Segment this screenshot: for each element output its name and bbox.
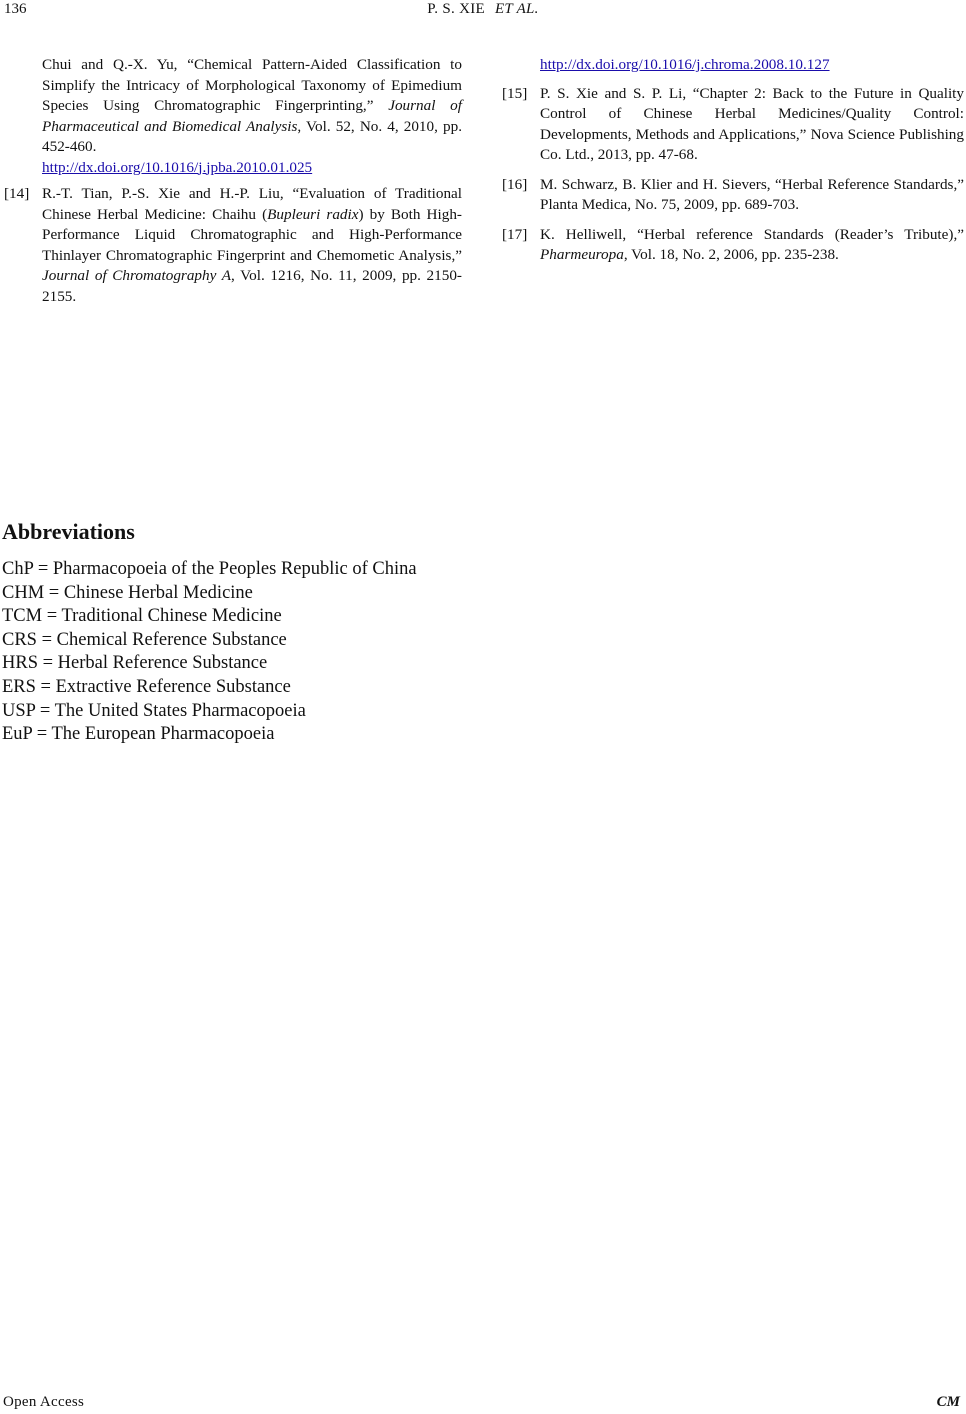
ref14-species: Bupleuri radix	[267, 205, 359, 223]
abbreviation-item: TCM = Traditional Chinese Medicine	[2, 606, 282, 627]
ref13-details: , Vol. 52, No. 4, 2010, pp. 452-460.	[42, 117, 462, 155]
ref13-text: Chui and Q.-X. Yu, “Chemical Pattern-Aided Classification to Simplify the Intricacy of Morphological Taxonomy of Epimedium Species Using Chromatographic Fingerprinting,”	[42, 56, 462, 114]
abbreviation-item: CRS = Chemical Reference Substance	[2, 629, 287, 650]
reference-13-continuation	[4, 55, 462, 178]
abbreviation-item: CHM = Chinese Herbal Medicine	[2, 582, 253, 603]
ref14-body	[42, 184, 462, 307]
ref14-doi-link[interactable]: http://dx.doi.org/10.1016/j.chroma.2008.10.127	[540, 56, 830, 73]
reference-14	[4, 184, 462, 307]
ref14-number: [14]	[4, 185, 30, 202]
ref13-journal: Journal of Pharmaceutical and Biomedical Analysis	[42, 97, 462, 135]
left-column-references	[4, 55, 462, 313]
abbreviation-item: HRS = Herbal Reference Substance	[2, 653, 268, 674]
header-authors: P. S. XIE	[427, 1, 485, 17]
running-header	[0, 1, 966, 18]
footer-journal-abbrev: CM	[936, 1394, 960, 1410]
ref17-journal: Pharmeuropa	[540, 246, 624, 263]
right-column-references	[502, 55, 964, 272]
page-number: 136	[4, 1, 27, 17]
ref13-doi-link[interactable]: http://dx.doi.org/10.1016/j.jpba.2010.01.025	[42, 158, 313, 176]
ref14-text: R.-T. Tian, P.-S. Xie and H.-P. Liu, “Evaluation of Traditional Chinese Herbal Medicine: Chaihu (	[42, 185, 462, 223]
ref17-text: K. Helliwell, “Herbal reference Standards (Reader’s Tribute),”	[540, 225, 964, 243]
ref15-body: P. S. Xie and S. P. Li, “Chapter 2: Back to the Future in Quality Control of Chinese Herbal Medicines/Quality Control: Developments, Methods and Applications,” Nova Science Publishing Co. Ltd., 2013, pp. 47-68.	[540, 84, 964, 163]
ref17-body	[540, 225, 964, 266]
ref14-details: , Vol. 1216, No. 11, 2009, pp. 2150-2155.	[42, 267, 462, 305]
reference-15	[502, 84, 964, 166]
abbreviations-heading: Abbreviations	[2, 519, 135, 544]
ref16-number: [16]	[502, 175, 528, 193]
abbreviations-list	[2, 558, 417, 747]
abbreviation-item: EuP = The European Pharmacopoeia	[2, 724, 275, 745]
reference-16	[502, 175, 964, 216]
ref15-number: [15]	[502, 84, 528, 102]
header-et-al: ET AL.	[494, 1, 539, 17]
ref14-journal: Journal of Chromatography A	[42, 267, 231, 284]
abbreviation-item: ChP = Pharmacopoeia of the Peoples Republic of China	[2, 559, 417, 579]
ref17-number: [17]	[502, 225, 528, 243]
abbreviation-item: ERS = Extractive Reference Substance	[2, 676, 291, 697]
abbreviation-item: USP = The United States Pharmacopoeia	[2, 700, 306, 721]
ref16-body: M. Schwarz, B. Klier and H. Sievers, “Herbal Reference Standards,” Planta Medica, No. 75, 2009, pp. 689-703.	[540, 175, 964, 213]
reference-14-doi	[502, 55, 964, 76]
ref17-details: , Vol. 18, No. 2, 2006, pp. 235-238.	[623, 246, 839, 263]
ref14-text-mid: ) by Both High-Performance Liquid Chromatographic and High-Performance Thinlayer Chromatographic Fingerprint and Chemometic Analysis,”	[42, 205, 462, 264]
reference-17	[502, 225, 964, 266]
footer-open-access: Open Access	[3, 1394, 85, 1410]
